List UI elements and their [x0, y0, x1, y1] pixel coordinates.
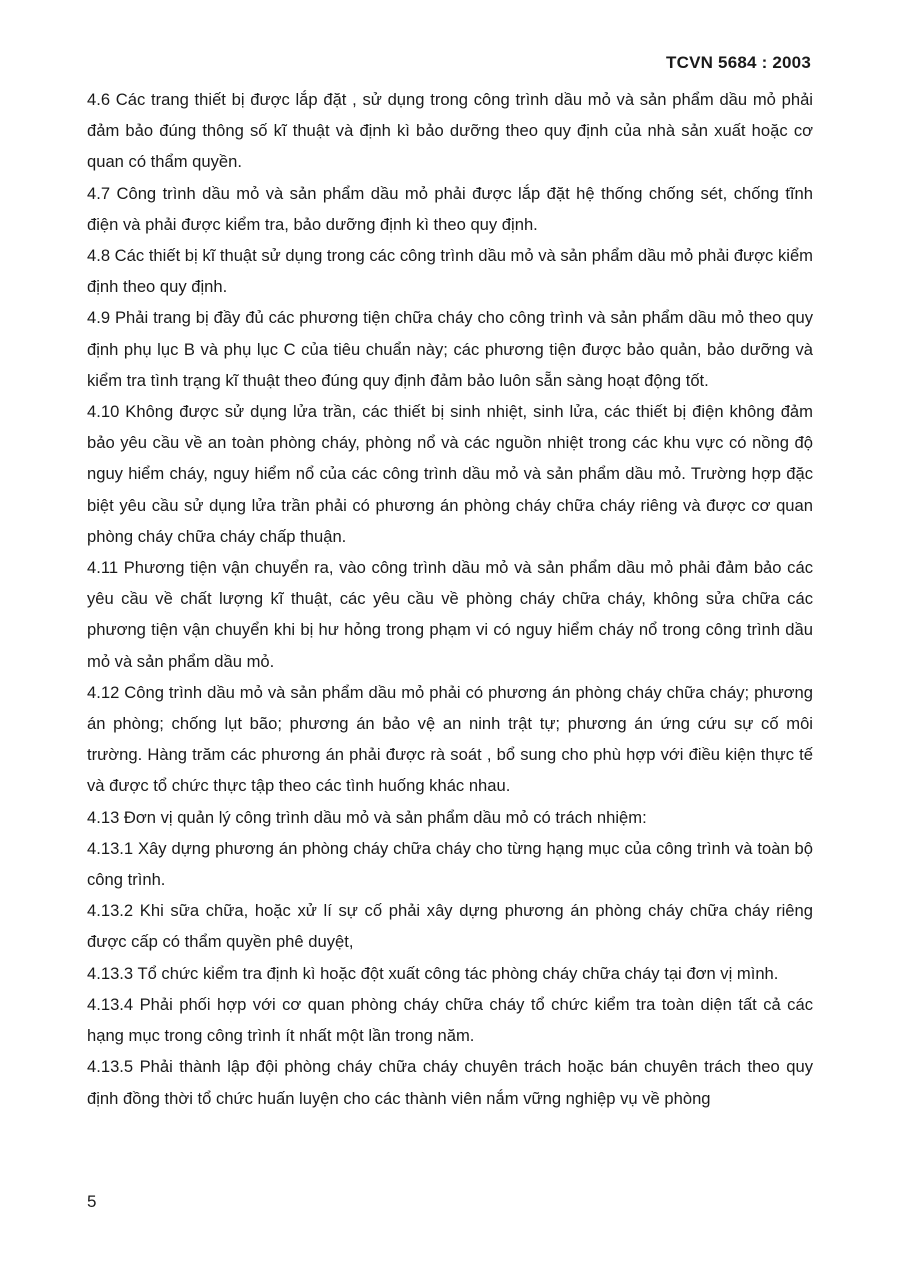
clause-4-6: 4.6 Các trang thiết bị được lắp đặt , sử dụng trong công trình dầu mỏ và sản phẩm dầu mỏ phải đảm bảo đúng thông số kĩ thuật và định kì bảo dưỡng theo quy định của nhà sản xuất hoặc cơ quan có thẩm quyền. [87, 90, 813, 172]
document-body [87, 84, 813, 1114]
clause-4-13-5: 4.13.5 Phải thành lập đội phòng cháy chữa cháy chuyên trách hoặc bán chuyên trách theo quy định đồng thời tổ chức huấn luyện cho các thành viên nắm vững nghiệp vụ về phòng [87, 1057, 813, 1108]
standard-code-header: TCVN 5684 : 2003 [666, 53, 811, 72]
clause-4-9: 4.9 Phải trang bị đầy đủ các phương tiện chữa cháy cho công trình và sản phẩm dầu mỏ theo quy định phụ lục B và phụ lục C của tiêu chuẩn này; các phương tiện được bảo quản, bảo dưỡng và kiểm tra tình trạng kĩ thuật theo đúng quy định đảm bảo luôn sẵn sàng hoạt động tốt. [87, 308, 813, 390]
page-number: 5 [87, 1192, 97, 1211]
clause-4-13-3: 4.13.3 Tổ chức kiểm tra định kì hoặc đột xuất công tác phòng cháy chữa cháy tại đơn vị mình. [87, 963, 779, 983]
clause-4-11: 4.11 Phương tiện vận chuyển ra, vào công trình dầu mỏ và sản phẩm dầu mỏ phải đảm bảo các yêu cầu về chất lượng kĩ thuật, các yêu cầu về phòng cháy chữa cháy, không sửa chữa các phương tiện vận chuyển khi bị hư hỏng trong phạm vi có nguy hiểm cháy nổ trong công trình dầu mỏ và sản phẩm dầu mỏ. [87, 558, 813, 671]
clause-4-10: 4.10 Không được sử dụng lửa trần, các thiết bị sinh nhiệt, sinh lửa, các thiết bị điện không đảm bảo yêu cầu về an toàn phòng cháy, phòng nổ và các nguồn nhiệt trong các khu vực có nồng độ nguy hiểm cháy, nguy hiểm nổ của các công trình dầu mỏ và sản phẩm dầu mỏ. Trường hợp đặc biệt yêu cầu sử dụng lửa trần phải có phương án phòng cháy chữa cháy riêng và được cơ quan phòng cháy chữa cháy chấp thuận. [87, 402, 813, 546]
clause-4-13-1: 4.13.1 Xây dựng phương án phòng cháy chữa cháy cho từng hạng mục của công trình và toàn bộ công trình. [87, 838, 813, 890]
clause-4-8: 4.8 Các thiết bị kĩ thuật sử dụng trong các công trình dầu mỏ và sản phẩm dầu mỏ phải được kiểm định theo quy định. [87, 246, 813, 297]
clause-4-7: 4.7 Công trình dầu mỏ và sản phẩm dầu mỏ phải được lắp đặt hệ thống chống sét, chống tĩnh điện và phải được kiểm tra, bảo dưỡng định kì theo quy định. [87, 183, 813, 234]
clause-4-13-2: 4.13.2 Khi sữa chữa, hoặc xử lí sự cố phải xây dựng phương án phòng cháy chữa cháy riêng được cấp có thẩm quyền phê duyệt, [87, 901, 813, 952]
clause-4-13-4: 4.13.4 Phải phối hợp với cơ quan phòng cháy chữa cháy tổ chức kiểm tra toàn diện tất cả các hạng mục trong công trình ít nhất một lần trong năm. [87, 994, 813, 1046]
clause-4-12: 4.12 Công trình dầu mỏ và sản phẩm dầu mỏ phải có phương án phòng cháy chữa cháy; phương án phòng; chống lụt bão; phương án bảo vệ an ninh trật tự; phương án ứng cứu sự cố môi trường. Hàng trăm các phương án phải được rà soát , bổ sung cho phù hợp với điều kiện thực tế và được tổ chức thực tập theo các tình huống khác nhau. [87, 682, 813, 796]
clause-4-13: 4.13 Đơn vị quản lý công trình dầu mỏ và sản phẩm dầu mỏ có trách nhiệm: [87, 807, 647, 827]
